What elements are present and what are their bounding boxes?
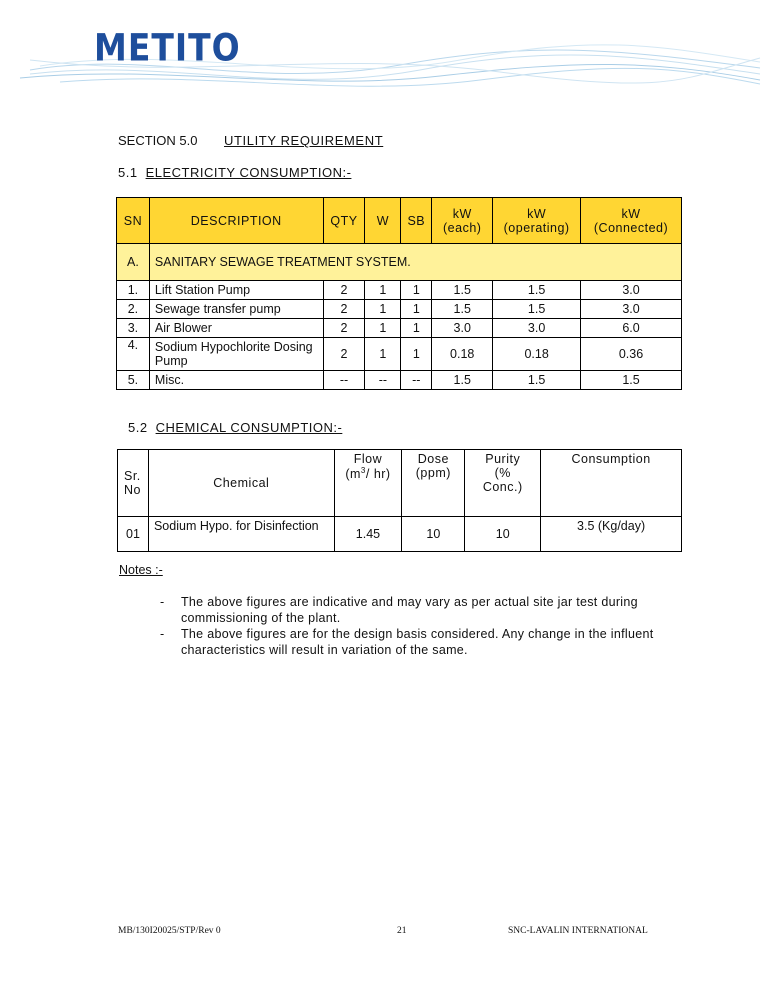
section-number: SECTION 5.0 [118,133,198,148]
col-qty: QTY [323,198,365,244]
cell-w: 1 [365,300,401,319]
page-header [0,0,768,100]
col-description: DESCRIPTION [149,198,323,244]
cell-sb: 1 [401,300,432,319]
cell-description: Sewage transfer pump [149,300,323,319]
cell-dose: 10 [402,517,465,552]
col-purity: Purity (% Conc.) [465,450,541,517]
metito-logo: METITO [94,26,241,70]
list-item [160,626,660,658]
cell-sn: 2. [117,300,150,319]
electricity-table [116,197,682,390]
electricity-number: 5.1 [118,165,138,180]
electricity-heading [118,165,351,180]
cell-description: Lift Station Pump [149,281,323,300]
notes-title: Notes :- [119,563,163,577]
chemical-table [117,449,682,552]
cell-kw-connected: 1.5 [581,371,682,390]
cell-kw-each: 3.0 [432,319,493,338]
col-w: W [365,198,401,244]
cell-w: 1 [365,319,401,338]
note-text: The above figures are indicative and may vary as per actual site jar test during commissioning of the plant. [181,595,638,625]
cell-qty: -- [323,371,365,390]
cell-w: -- [365,371,401,390]
cell-kw-operating: 1.5 [493,281,581,300]
cell-qty: 2 [323,319,365,338]
table-header-row [117,198,682,244]
footer-company: SNC-LAVALIN INTERNATIONAL [508,926,648,936]
chemical-title: CHEMICAL CONSUMPTION:- [155,420,343,435]
cell-description: Misc. [149,371,323,390]
col-sn: SN [117,198,150,244]
dash-bullet: - [160,595,165,609]
cell-sn: 5. [117,371,150,390]
cell-qty: 2 [323,281,365,300]
cell-sb: -- [401,371,432,390]
list-item [160,594,660,626]
note-text: The above figures are for the design basis considered. Any change in the influent characteristics will result in variation of the same. [181,627,654,657]
cell-w: 1 [365,338,401,371]
cell-kw-connected: 6.0 [581,319,682,338]
cell-flow: 1.45 [334,517,402,552]
cell-kw-each: 1.5 [432,371,493,390]
cell-w: 1 [365,281,401,300]
cell-qty: 2 [323,338,365,371]
table-header-row [118,450,682,517]
col-consumption: Consumption [541,450,682,517]
cell-srno: 01 [118,517,149,552]
chemical-heading [128,420,342,435]
cell-sb: 1 [401,319,432,338]
table-row [117,281,682,300]
cell-kw-connected: 3.0 [581,281,682,300]
cell-consumption: 3.5 (Kg/day) [541,517,682,552]
footer-doc-ref: MB/130I20025/STP/Rev 0 [118,926,221,936]
cell-kw-connected: 3.0 [581,300,682,319]
chemical-number: 5.2 [128,420,148,435]
cell-kw-operating: 0.18 [493,338,581,371]
cell-description: Sodium Hypochlorite Dosing Pump [149,338,323,371]
section-heading [118,133,383,148]
col-kw-connected: kW (Connected) [581,198,682,244]
cell-kw-each: 0.18 [432,338,493,371]
cell-sn: 4. [117,338,150,371]
cell-kw-operating: 3.0 [493,319,581,338]
table-row [117,371,682,390]
footer-page-number: 21 [397,926,407,936]
cell-qty: 2 [323,300,365,319]
notes-list [160,594,660,658]
col-flow: Flow ($m^3/$ hr) [334,450,402,517]
cell-kw-connected: 0.36 [581,338,682,371]
cell-kw-each: 1.5 [432,281,493,300]
col-srno: Sr. No [118,450,149,517]
table-row [117,300,682,319]
table-row [118,517,682,552]
col-dose: Dose (ppm) [402,450,465,517]
cell-chemical: Sodium Hypo. for Disinfection [148,517,334,552]
cell-purity: 10 [465,517,541,552]
cell-sb: 1 [401,281,432,300]
cell-kw-operating: 1.5 [493,371,581,390]
table-row [117,338,682,371]
col-kw-each: kW (each) [432,198,493,244]
cell-description: Air Blower [149,319,323,338]
section-title: UTILITY REQUIREMENT [224,133,384,148]
col-sb: SB [401,198,432,244]
col-chemical: Chemical [148,450,334,517]
group-row [117,244,682,281]
electricity-title: ELECTRICITY CONSUMPTION:- [145,165,352,180]
cell-sb: 1 [401,338,432,371]
col-kw-operating: kW (operating) [493,198,581,244]
cell-kw-operating: 1.5 [493,300,581,319]
cell-sn: 3. [117,319,150,338]
group-sn: A. [117,244,150,281]
table-row [117,319,682,338]
dash-bullet: - [160,627,165,641]
cell-sn: 1. [117,281,150,300]
group-title: SANITARY SEWAGE TREATMENT SYSTEM. [149,244,681,281]
cell-kw-each: 1.5 [432,300,493,319]
